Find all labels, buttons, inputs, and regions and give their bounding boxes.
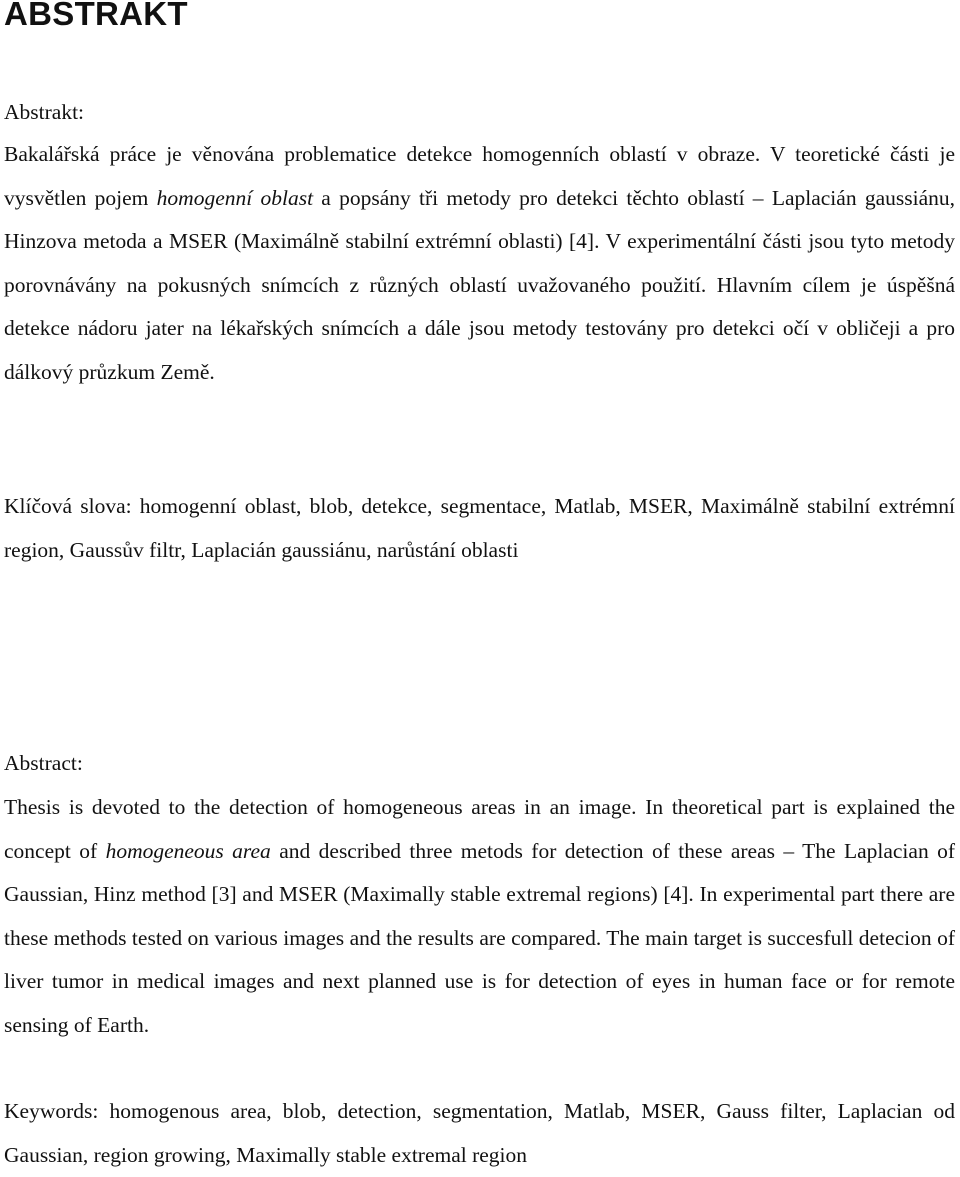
czech-abstract-emphasis: homogenní oblast [156,185,314,210]
czech-abstract-text-2: a popsány tři metody pro detekci těchto oblastí – Laplacián gaussiánu, Hinzova metoda a MSER (Maximálně stabilní extrémní oblasti) [4]. V experimentální části jsou tyto metody porovnávány na pokusných snímcích z různých oblastí uvažovaného použití. Hlavním cílem je úspěšná detekce nádoru jater na lékařských snímcích a dále jsou metody testovány pro detekci očí v obličeji a pro dálkový průzkum Země. [4,185,955,384]
czech-abstract-body [4,133,955,394]
english-abstract-body [4,786,955,1047]
english-abstract-emphasis: homogeneous area [105,838,271,863]
page-heading: ABSTRAKT [4,0,188,32]
english-abstract-label: Abstract: [4,751,83,775]
english-abstract-text-2: and described three metods for detection of these areas – The Laplacian of Gaussian, Hinz method [3] and MSER (Maximally stable extremal regions) [4]. In experimental part there are these methods tested on various images and the results are compared. The main target is succesfull detecion of liver tumor in medical images and next planned use is for detection of eyes in human face or for remote sensing of Earth. [4,838,956,1037]
czech-abstract-text-1: Bakalářská práce je věnována problematice detekce homogenních oblastí v obraze. V teoretické části je vysvětlen pojem [4,142,955,210]
english-keywords: Keywords: homogenous area, blob, detection, segmentation, Matlab, MSER, Gauss filter, Laplacian od Gaussian, region growing, Maximally stable extremal region [4,1099,955,1167]
czech-keywords: Klíčová slova: homogenní oblast, blob, detekce, segmentace, Matlab, MSER, Maximálně stabilní extrémní region, Gaussův filtr, Laplacián gaussiánu, narůstání oblasti [4,494,955,562]
english-abstract-text-1: Thesis is devoted to the detection of homogeneous areas in an image. In theoretical part is explained the concept of [4,795,955,863]
czech-abstract-label: Abstrakt: [4,100,85,124]
